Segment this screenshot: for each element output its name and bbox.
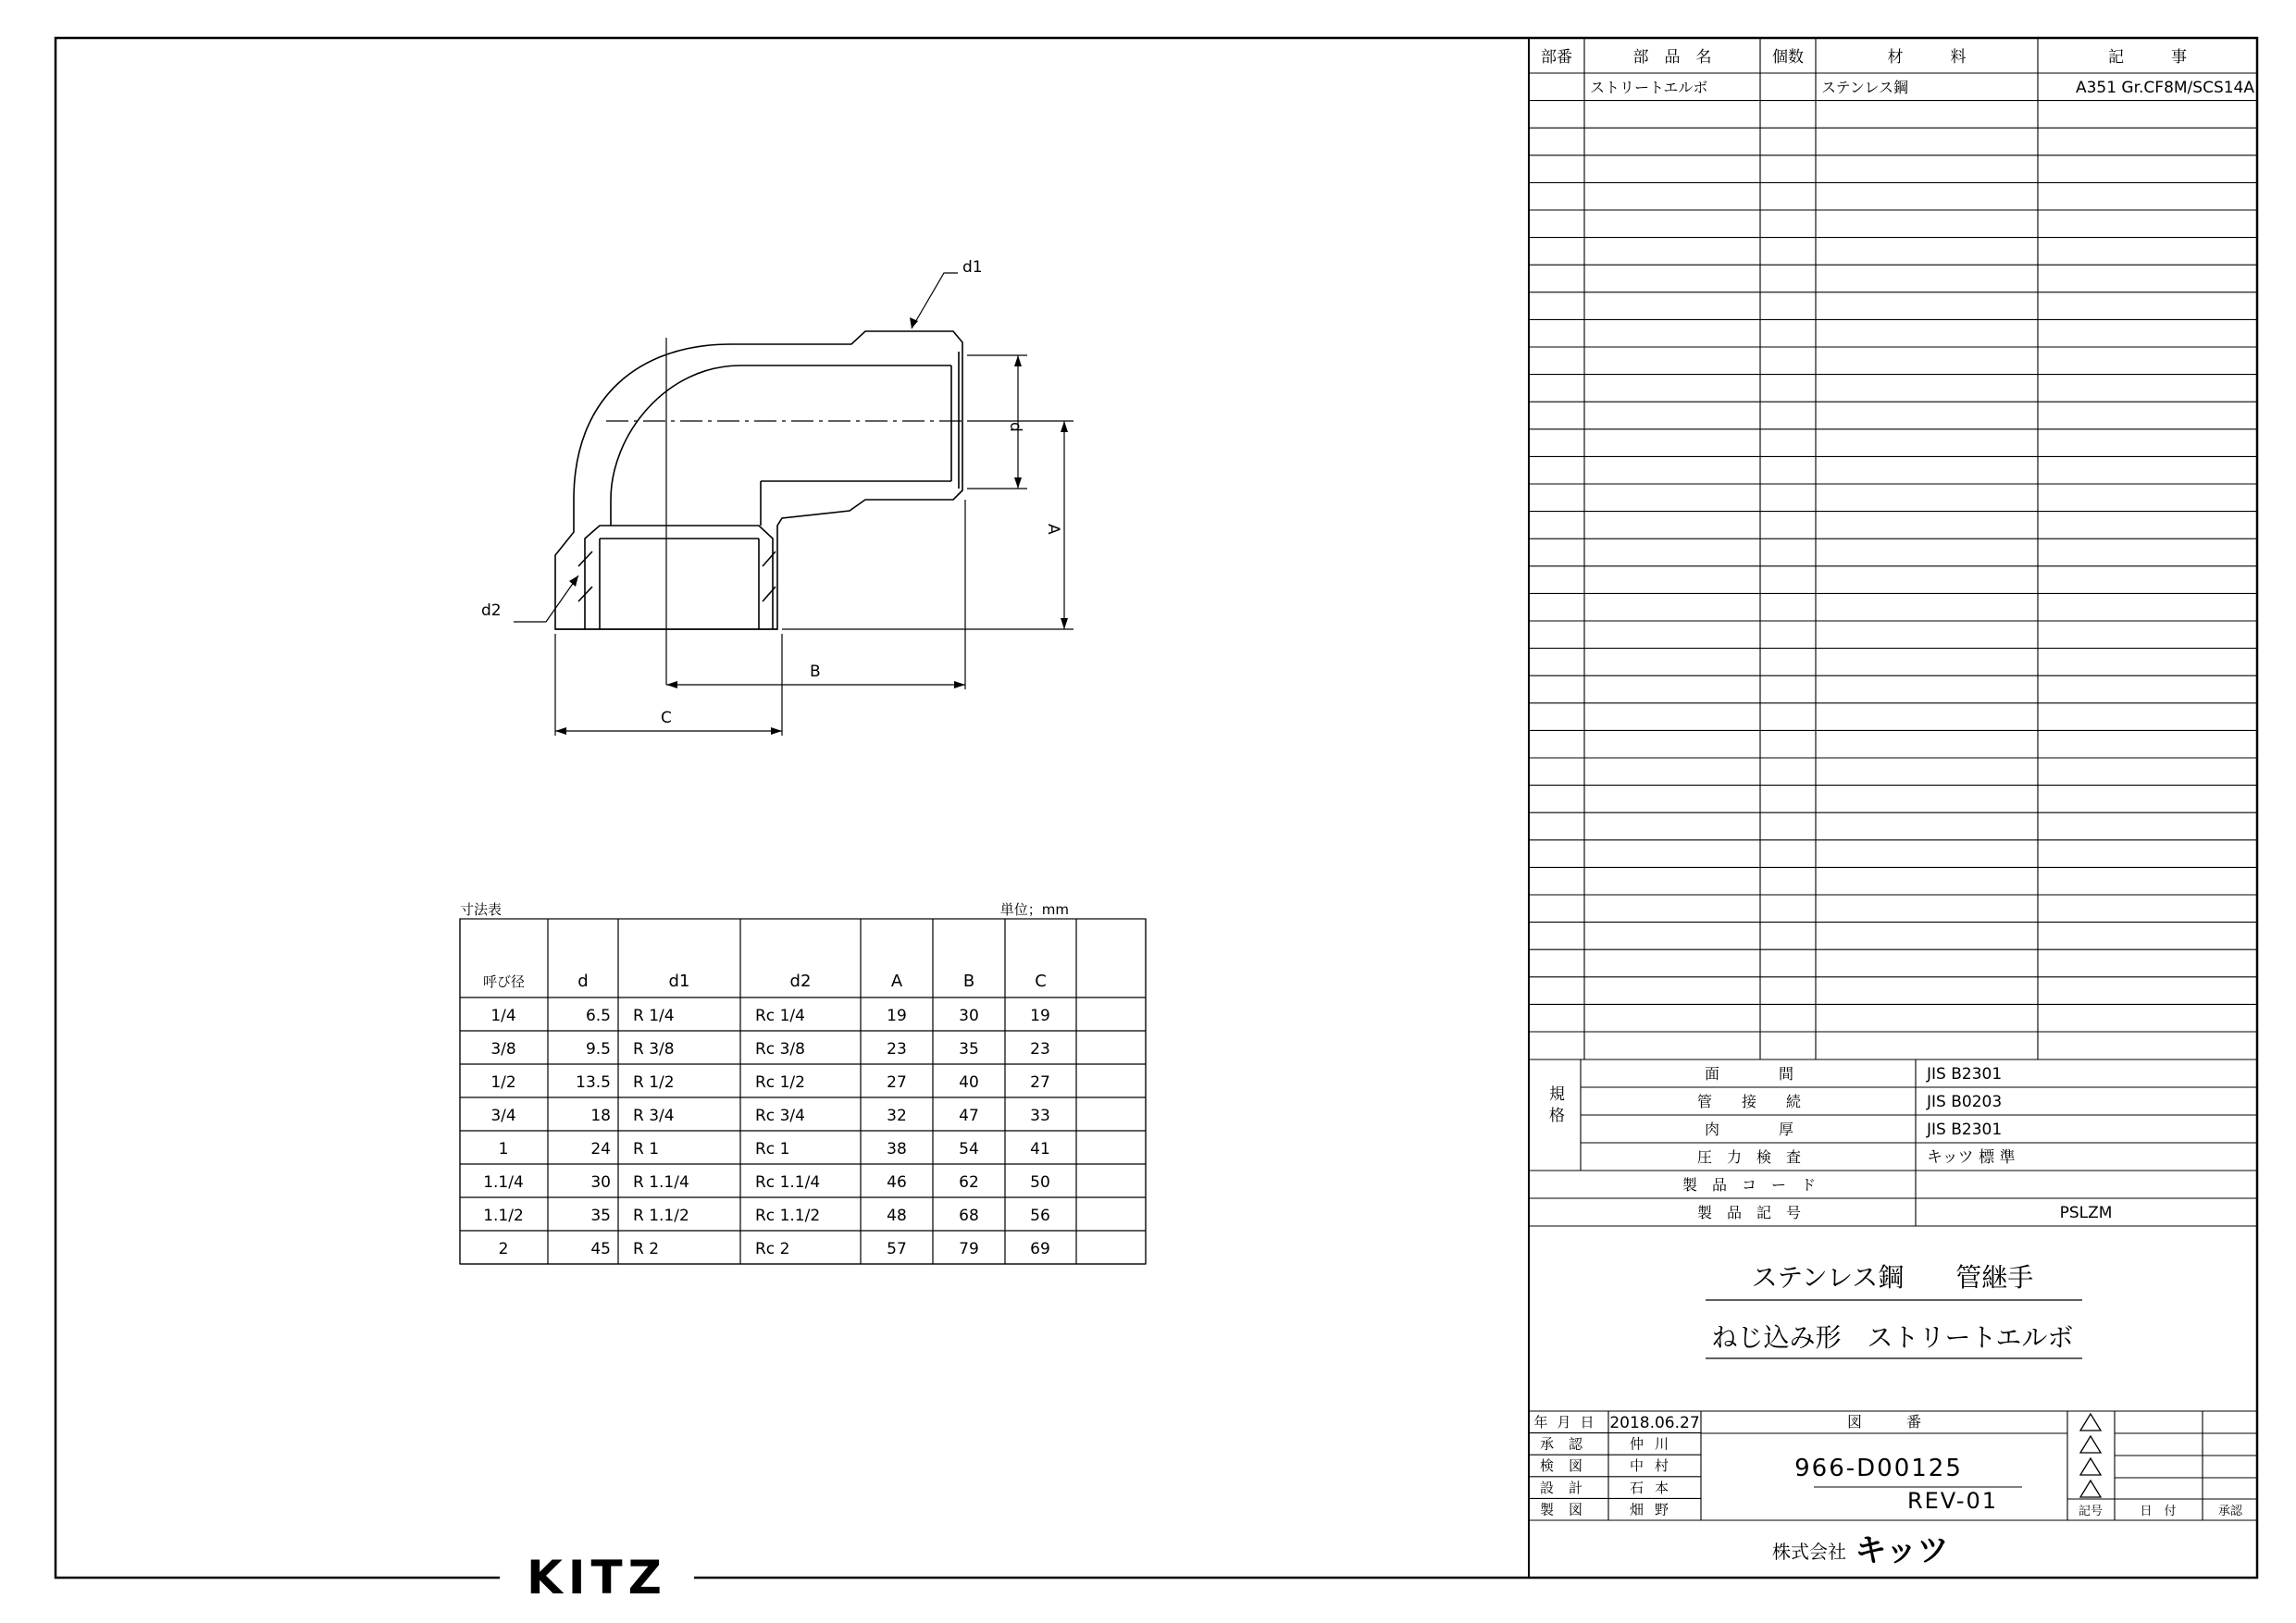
dim-table-header: d2 (789, 972, 812, 991)
parts-list-header: 個数 (1772, 48, 1804, 67)
rev-triangle-icon (2080, 1414, 2101, 1431)
dim-table-cell: 30 (959, 1007, 979, 1025)
dim-table-cell: Rc 2 (755, 1240, 790, 1258)
dim-table-cell: Rc 1/2 (755, 1073, 805, 1092)
dim-table-cell: R 2 (633, 1240, 660, 1258)
dim-table-header: d1 (668, 972, 690, 991)
drawing-number: 966-D00125 (1794, 1455, 1963, 1482)
label-d1: d1 (962, 258, 983, 277)
rev-header-date: 日 付 (2140, 1505, 2177, 1518)
label-d2: d2 (481, 601, 502, 620)
approval-name: 仲川 (1629, 1435, 1681, 1453)
dim-table-cell: 35 (590, 1207, 611, 1225)
dim-table-cell: 18 (590, 1107, 611, 1125)
kitz-logo-text: KITZ (527, 1551, 667, 1604)
approval-name: 畑野 (1629, 1501, 1681, 1518)
label-d: d (1006, 422, 1024, 432)
dim-table-cell: 6.5 (585, 1007, 611, 1025)
title-line-1: ステンレス鋼 管継手 (1751, 1262, 2034, 1293)
parts-list-header: 材 料 (1887, 48, 1967, 67)
title-line-2: ねじ込み形 ストリートエルボ (1711, 1322, 2074, 1353)
product-code-label: 製 品 コ ー ド (1682, 1176, 1817, 1194)
label-A: A (1044, 524, 1062, 535)
dim-table-cell: 46 (887, 1173, 907, 1192)
standard-value: JIS B2301 (1927, 1065, 2003, 1084)
date-value: 2018.06.27 (1609, 1414, 1700, 1432)
dim-table-cell: Rc 1 (755, 1140, 790, 1158)
dim-table-cell: 38 (887, 1140, 907, 1158)
brand-logo (500, 1551, 694, 1604)
dim-table-cell: 69 (1030, 1240, 1050, 1258)
dim-table-cell: 54 (959, 1140, 979, 1158)
standards-block (1529, 1059, 2257, 1226)
dim-table-cell: R 1.1/4 (633, 1173, 689, 1192)
dim-table-cell: R 3/8 (633, 1040, 675, 1059)
dim-table-cell: 23 (1030, 1040, 1050, 1059)
dim-table-cell: 1.1/4 (483, 1173, 524, 1192)
standard-label: 圧 力 検 査 (1696, 1148, 1802, 1166)
label-C: C (661, 709, 672, 727)
revision-triangles (2080, 1414, 2101, 1497)
dim-table-cell: 27 (887, 1073, 907, 1092)
male-inner-bore (611, 365, 951, 526)
dim-table-cell: 68 (959, 1207, 979, 1225)
drawing-title (1706, 1262, 2082, 1358)
parts-list-part-name: ストリートエルボ (1590, 79, 1708, 96)
dim-table-cell: 32 (887, 1107, 907, 1125)
parts-list-material: ステンレス鋼 (1821, 79, 1909, 96)
female-thread-bore (585, 526, 773, 629)
dim-table-title: 寸法表 (460, 901, 503, 918)
approval-role: 製図 (1539, 1501, 1598, 1518)
standard-value: キッツ 標 準 (1927, 1148, 2016, 1167)
dim-table-cell: 62 (959, 1173, 979, 1192)
dim-table-cell: R 3/4 (633, 1107, 675, 1125)
dim-table-cell: 33 (1030, 1107, 1050, 1125)
parts-list-header: 部番 (1541, 48, 1572, 67)
dim-table-cell: R 1/4 (633, 1007, 675, 1025)
dim-table-cell: 19 (1030, 1007, 1050, 1025)
standard-label: 肉 厚 (1704, 1121, 1794, 1138)
approval-name: 中村 (1629, 1457, 1681, 1475)
dim-table-cell: 3/4 (490, 1107, 516, 1125)
drawing-number-label: 図 番 (1846, 1413, 1922, 1431)
standards-group-label: 規格 (1545, 1085, 1564, 1128)
dim-table-unit: 単位；mm (999, 901, 1069, 918)
standard-value: JIS B2301 (1927, 1121, 2003, 1139)
rev-triangle-icon (2080, 1458, 2101, 1475)
dim-table-cell: Rc 3/8 (755, 1040, 805, 1059)
approval-role: 設計 (1539, 1479, 1598, 1496)
dim-table-cell: 35 (959, 1040, 979, 1059)
dimension-table (460, 901, 1146, 1264)
label-B: B (810, 663, 821, 681)
dim-table-cell: 19 (887, 1007, 907, 1025)
company-prefix: 株式会社 (1772, 1541, 1846, 1563)
rev-header-approval: 承認 (2217, 1505, 2243, 1518)
parts-list-header: 部 品 名 (1632, 48, 1712, 67)
approval-role: 承認 (1539, 1435, 1598, 1453)
dim-table-cell: 1 (498, 1140, 509, 1158)
dim-table-cell: 79 (959, 1240, 979, 1258)
standard-label: 管 接 続 (1696, 1093, 1802, 1110)
dim-table-cell: 40 (959, 1073, 979, 1092)
dimension-lines (514, 273, 1074, 736)
dim-table-header: C (1035, 972, 1047, 991)
dim-table-cell: 30 (590, 1173, 611, 1192)
parts-list (1529, 38, 2257, 1059)
rev-header-mark: 記号 (2078, 1505, 2104, 1518)
company-logo: キッツ (1855, 1532, 1949, 1569)
dim-table-cell: 13.5 (576, 1073, 611, 1092)
dim-table-header: 呼び径 (482, 973, 526, 990)
dim-table-cell: Rc 3/4 (755, 1107, 805, 1125)
approval-role: 検図 (1539, 1457, 1598, 1475)
rev-triangle-icon (2080, 1436, 2101, 1453)
dim-table-cell: Rc 1.1/4 (755, 1173, 821, 1192)
product-symbol-value: PSLZM (2059, 1204, 2113, 1222)
dim-table-cell: 48 (887, 1207, 907, 1225)
dim-table-cell: R 1 (633, 1140, 660, 1158)
dim-table-cell: 57 (887, 1240, 907, 1258)
dim-table-cell: 23 (887, 1040, 907, 1059)
dim-table-cell: 24 (590, 1140, 611, 1158)
dim-table-cell: 1/4 (490, 1007, 516, 1025)
dim-table-cell: R 1/2 (633, 1073, 675, 1092)
rev-triangle-icon (2080, 1481, 2101, 1497)
parts-list-note: A351 Gr.CF8M/SCS14A (2075, 79, 2254, 97)
dim-table-cell: 3/8 (490, 1040, 516, 1059)
dim-table-cell: 27 (1030, 1073, 1050, 1092)
dim-table-header: d (577, 972, 589, 991)
product-symbol-label: 製 品 記 号 (1696, 1204, 1802, 1221)
dim-table-cell: 1/2 (490, 1073, 516, 1092)
dim-table-cell: 9.5 (585, 1040, 611, 1059)
title-block (1529, 1411, 2257, 1569)
dim-table-cell: 50 (1030, 1173, 1050, 1192)
standard-value: JIS B0203 (1927, 1093, 2003, 1111)
date-label: 年月日 (1533, 1414, 1604, 1431)
parts-list-header: 記 事 (2108, 48, 2187, 67)
dim-table-cell: 2 (498, 1240, 509, 1258)
dimension-labels (481, 258, 1062, 727)
dim-table-cell: 45 (590, 1240, 611, 1258)
revision-number: REV-01 (1906, 1488, 1999, 1514)
elbow-drawing (555, 331, 962, 629)
standard-label: 面 間 (1704, 1065, 1794, 1083)
dim-table-cell: Rc 1/4 (755, 1007, 805, 1025)
dim-table-cell: 47 (959, 1107, 979, 1125)
dim-table-cell: 41 (1030, 1140, 1050, 1158)
dim-table-cell: 56 (1030, 1207, 1050, 1225)
dim-table-cell: 1.1/2 (483, 1207, 524, 1225)
dim-table-header: A (890, 972, 903, 991)
dim-table-cell: R 1.1/2 (633, 1207, 689, 1225)
dim-table-header: B (962, 972, 975, 991)
approval-name: 石本 (1629, 1479, 1681, 1496)
dim-table-cell: Rc 1.1/2 (755, 1207, 821, 1225)
